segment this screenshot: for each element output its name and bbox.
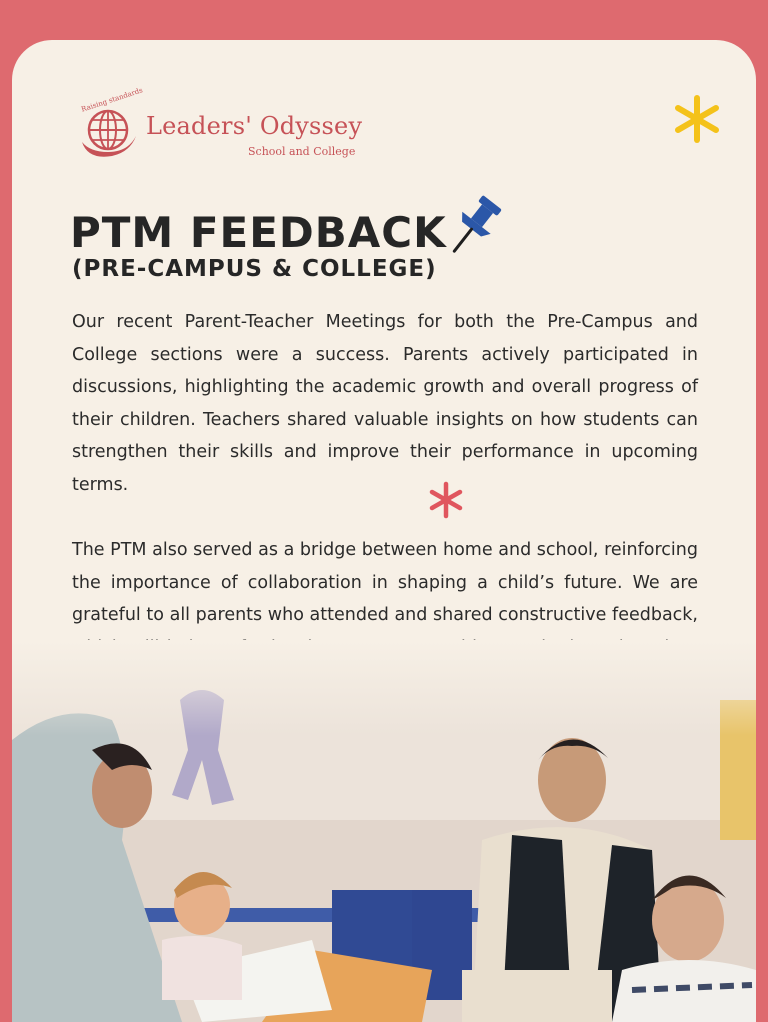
logo-name: Leaders' Odyssey [146, 112, 363, 140]
logo-subtitle: School and College [248, 145, 356, 158]
ptm-photo [12, 640, 756, 1022]
page-title: PTM FEEDBACK [70, 208, 447, 257]
page-subtitle: (PRE-CAMPUS & COLLEGE) [72, 256, 437, 282]
paragraph-intro: Our recent Parent-Teacher Meetings for both the Pre-Campus and College sections were a success. Parents actively participated in discussions, highlighting the academic growth and overall progress of their children. Teachers shared valuable insights on how students can strengthen their skills and improve their performance in upcoming terms. [72, 312, 698, 495]
poster-card [12, 40, 756, 1022]
asterisk-star-icon [426, 480, 466, 520]
school-logo [78, 86, 378, 166]
asterisk-star-icon [672, 94, 722, 144]
paragraph-closing: The PTM also served as a bridge between home and school, reinforcing the importance of collaboration in shaping a child’s future. We are grateful to all parents who attended and shared constructive feedback, [72, 540, 698, 625]
logo-tagline: Raising standards [80, 86, 144, 114]
pushpin-icon [442, 194, 506, 264]
